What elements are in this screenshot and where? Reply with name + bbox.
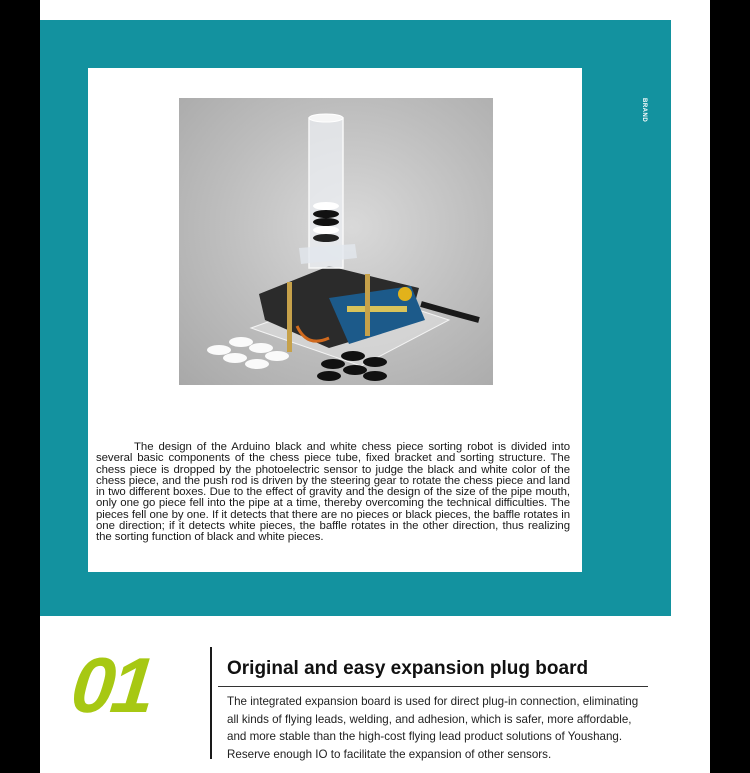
section-title-rule xyxy=(218,686,648,687)
brand-vertical-label: BRAND xyxy=(641,98,647,123)
product-description: The design of the Arduino black and white chess piece sorting robot is divided into several basic components of the chess piece tube, fixed bracket and sorting structure. The chess piece is dropped by the photoelectric sensor to judge the black and white color of the chess piece, and the push rod is driven by the steering gear to rotate the chess piece and land in two different boxes. Due to the effect of gravity and the design of the size of the pipe mouth, only one go piece fell into the pipe at a time, thereby overcoming the technical difficulties. The pieces fell one by one. If it detects that there are no pieces or black pieces, the baffle rotates in one direction; if it detects white pieces, the baffle rotates in the other direction, thus realizing the sorting function of black and white pieces. xyxy=(96,441,570,544)
section-title: Original and easy expansion plug board xyxy=(227,658,589,679)
section-number: 01 xyxy=(67,641,156,729)
teal-frame xyxy=(40,20,671,616)
feature-section-01 xyxy=(67,635,639,765)
section-vertical-divider xyxy=(210,647,212,759)
product-card xyxy=(88,68,582,572)
section-body: The integrated expansion board is used for direct plug-in connection, eliminating all kinds of flying leads, welding, and adhesion, which is safer, more affordable, and more stable than the high-cost flying lead product solutions of Youshang. Reserve enough IO to facilitate the expansion of other sensors. xyxy=(227,695,639,761)
robot-illustration xyxy=(179,98,493,385)
product-photo xyxy=(179,98,493,385)
